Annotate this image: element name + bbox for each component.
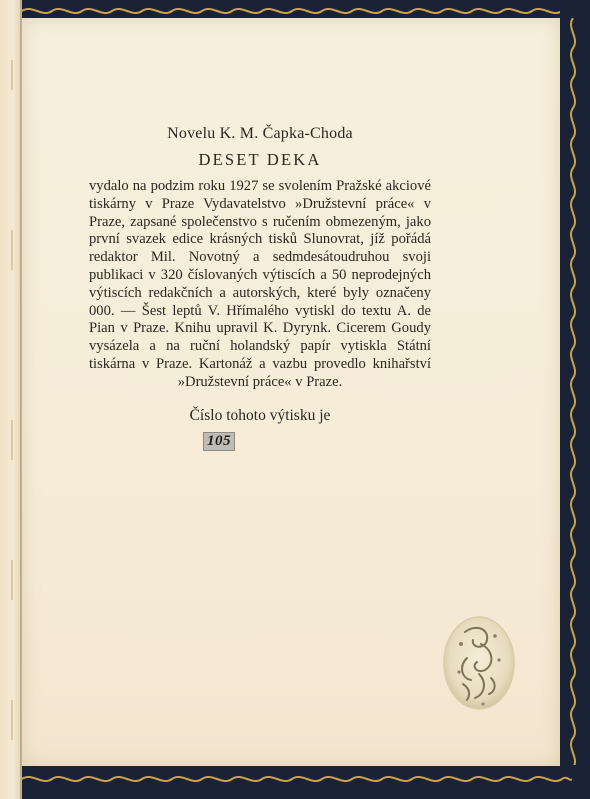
colophon-body: vydalo na podzim roku 1927 se svolením Pražské akciové tiskárny v Praze Vydavatelstvo »Družstevní práce« v Praze, zapsané společenstvo s ručením obmezeným, jako první svazek edice krásných tisků Slunovrat, jíž pořádá redaktor Mil. Novotný a sedmdesátoudruhou svoji publikaci v 320 číslovaných výtiscích a 50 neprodejných výtiscích redakčních a autorských, které byly označeny 000. — Šest leptů V. Hřímalého vytiskl do textu A. de Pian v Praze. Knihu upravil K. Dyrynk. Cicerem Goudy vysázela a na ruční holandský papír vytiskla Státní tiskárna v Praze. Kartonáž a vazbu provedlo knihařství »Družstevní práce« v Praze. xyxy=(89,178,431,390)
book-title: DESET DEKA xyxy=(198,150,322,169)
binding-stitches xyxy=(4,0,20,799)
gilt-border-right xyxy=(564,18,582,778)
copy-number-label: Číslo tohoto výtisku je xyxy=(189,406,331,424)
gilt-border-top xyxy=(22,4,572,18)
gilt-border-bottom xyxy=(22,772,572,786)
colophon xyxy=(89,124,431,451)
copy-number-stamp: 105 xyxy=(203,432,235,451)
ex-libris-bookplate-icon xyxy=(441,614,517,712)
colophon-intro: Novelu K. M. Čapka-Choda xyxy=(167,125,353,142)
